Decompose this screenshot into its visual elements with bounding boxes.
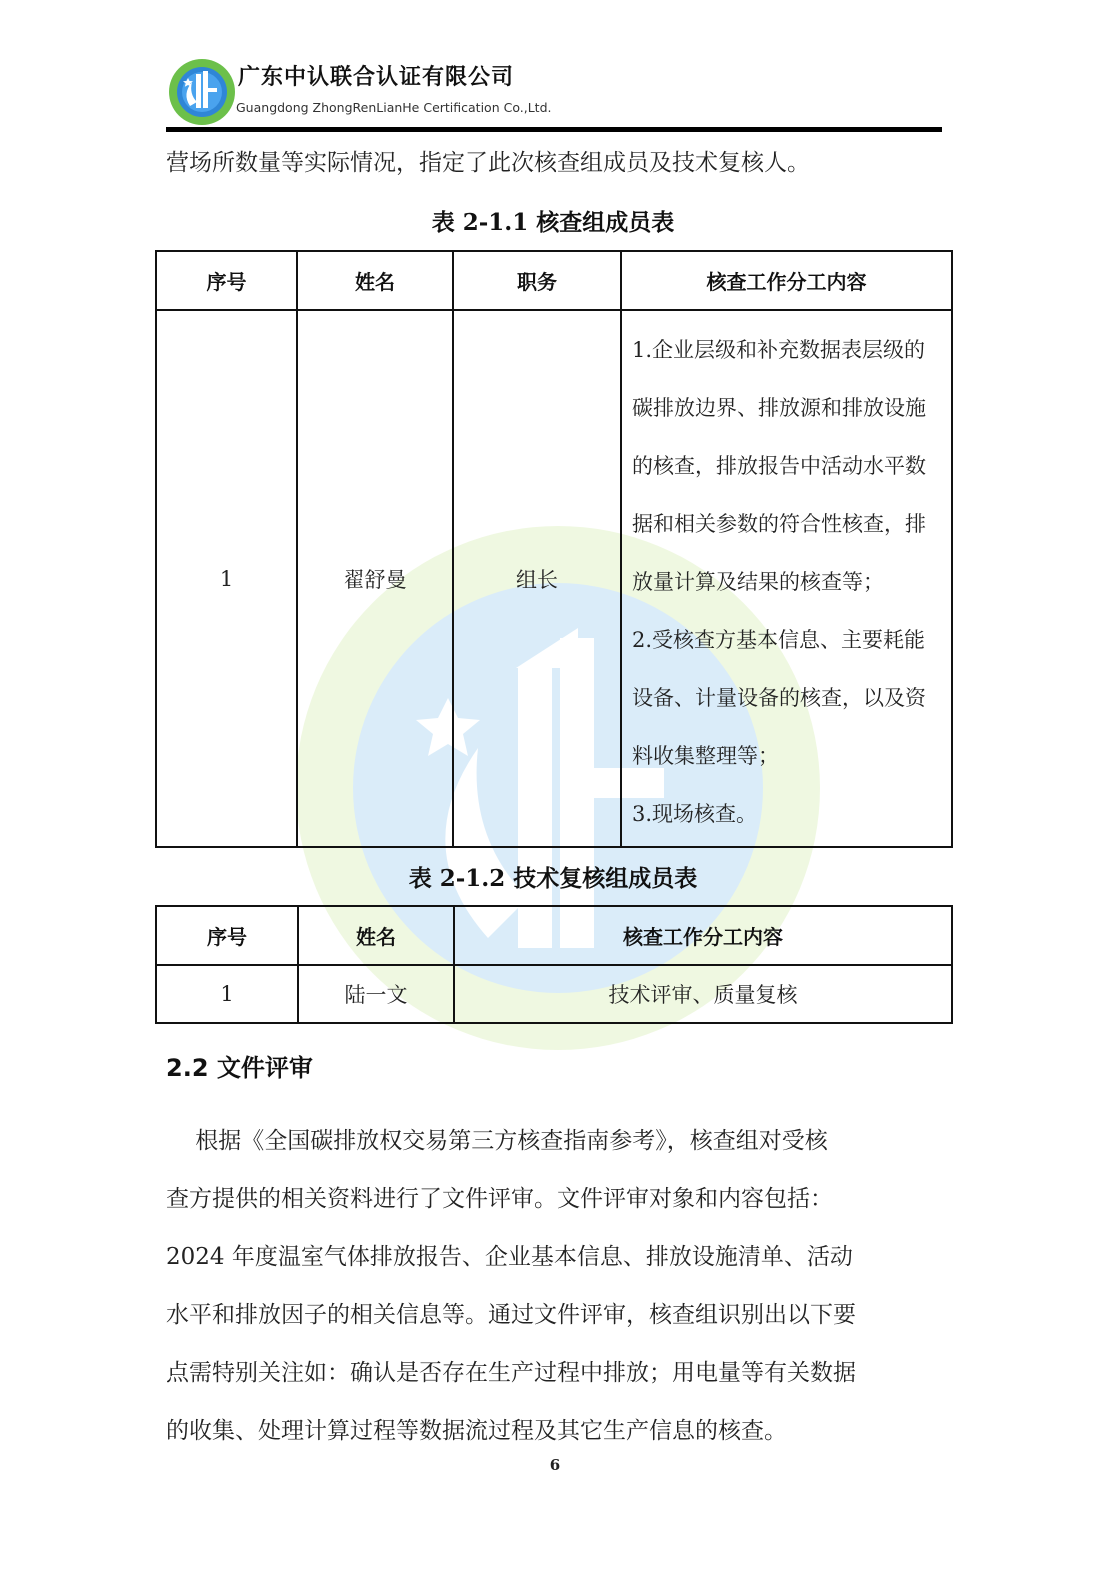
- table2-header-no: 序号: [156, 906, 298, 965]
- duty-line: 碳排放边界、排放源和排放设施: [632, 396, 926, 420]
- duty-line: 2.受核查方基本信息、主要耗能: [632, 628, 926, 652]
- duty-line: 料收集整理等；: [632, 744, 779, 768]
- page-header: [166, 56, 942, 132]
- table1-header-duty: 核查工作分工内容: [621, 251, 952, 310]
- duty-line: 放量计算及结果的核查等；: [632, 570, 884, 594]
- company-name-cn: 广东中认联合认证有限公司: [238, 65, 515, 90]
- section-line: 的收集、处理计算过程等数据流过程及其它生产信息的核查。: [166, 1418, 787, 1444]
- section-line: 2024 年度温室气体排放报告、企业基本信息、排放设施清单、活动: [166, 1244, 853, 1270]
- table1-header-row: [156, 251, 952, 310]
- table-row: [156, 965, 952, 1023]
- company-name-en: Guangdong ZhongRenLianHe Certification Co.,Ltd.: [236, 100, 552, 115]
- table2-header-name: 姓名: [298, 906, 454, 965]
- section-line: 根据《全国碳排放权交易第三方核查指南参考》，核查组对受核: [166, 1128, 828, 1154]
- inspection-team-table: [155, 250, 953, 848]
- duty-line: 3.现场核查。: [632, 802, 758, 826]
- table1-cell-duty: [621, 310, 952, 847]
- table2-header-row: [156, 906, 952, 965]
- table2-caption: 表 2-1.2 技术复核组成员表: [408, 865, 698, 892]
- table2-cell-duty: 技术评审、质量复核: [454, 965, 952, 1023]
- table1-header-role: 职务: [453, 251, 621, 310]
- table1-header-name: 姓名: [297, 251, 453, 310]
- section-line: 点需特别关注如：确认是否存在生产过程中排放；用电量等有关数据: [166, 1360, 856, 1386]
- table-row: [156, 310, 952, 847]
- intro-paragraph: 营场所数量等实际情况，指定了此次核查组成员及技术复核人。: [166, 150, 810, 176]
- company-logo-icon: [168, 58, 236, 126]
- table1-header-no: 序号: [156, 251, 297, 310]
- table2-cell-no: 1: [156, 965, 298, 1023]
- table1-cell-no: 1: [156, 310, 297, 847]
- section-line: 查方提供的相关资料进行了文件评审。文件评审对象和内容包括：: [166, 1186, 833, 1212]
- technical-review-table: [155, 905, 953, 1024]
- duty-line: 的核查，排放报告中活动水平数: [632, 454, 926, 478]
- section-heading: 2.2 文件评审: [166, 1054, 313, 1082]
- table2-header-duty: 核查工作分工内容: [454, 906, 952, 965]
- table1-caption: 表 2-1.1 核查组成员表: [431, 209, 675, 236]
- header-divider: [166, 127, 942, 132]
- table1-cell-name: 翟舒曼: [297, 310, 453, 847]
- table1-cell-role: 组长: [453, 310, 621, 847]
- duty-line: 设备、计量设备的核查，以及资: [632, 686, 926, 710]
- duty-line: 据和相关参数的符合性核查，排: [632, 512, 926, 536]
- page-number: 6: [549, 1456, 561, 1474]
- table2-cell-name: 陆一文: [298, 965, 454, 1023]
- section-line: 水平和排放因子的相关信息等。通过文件评审，核查组识别出以下要: [166, 1302, 856, 1328]
- duty-line: 1.企业层级和补充数据表层级的: [632, 338, 926, 362]
